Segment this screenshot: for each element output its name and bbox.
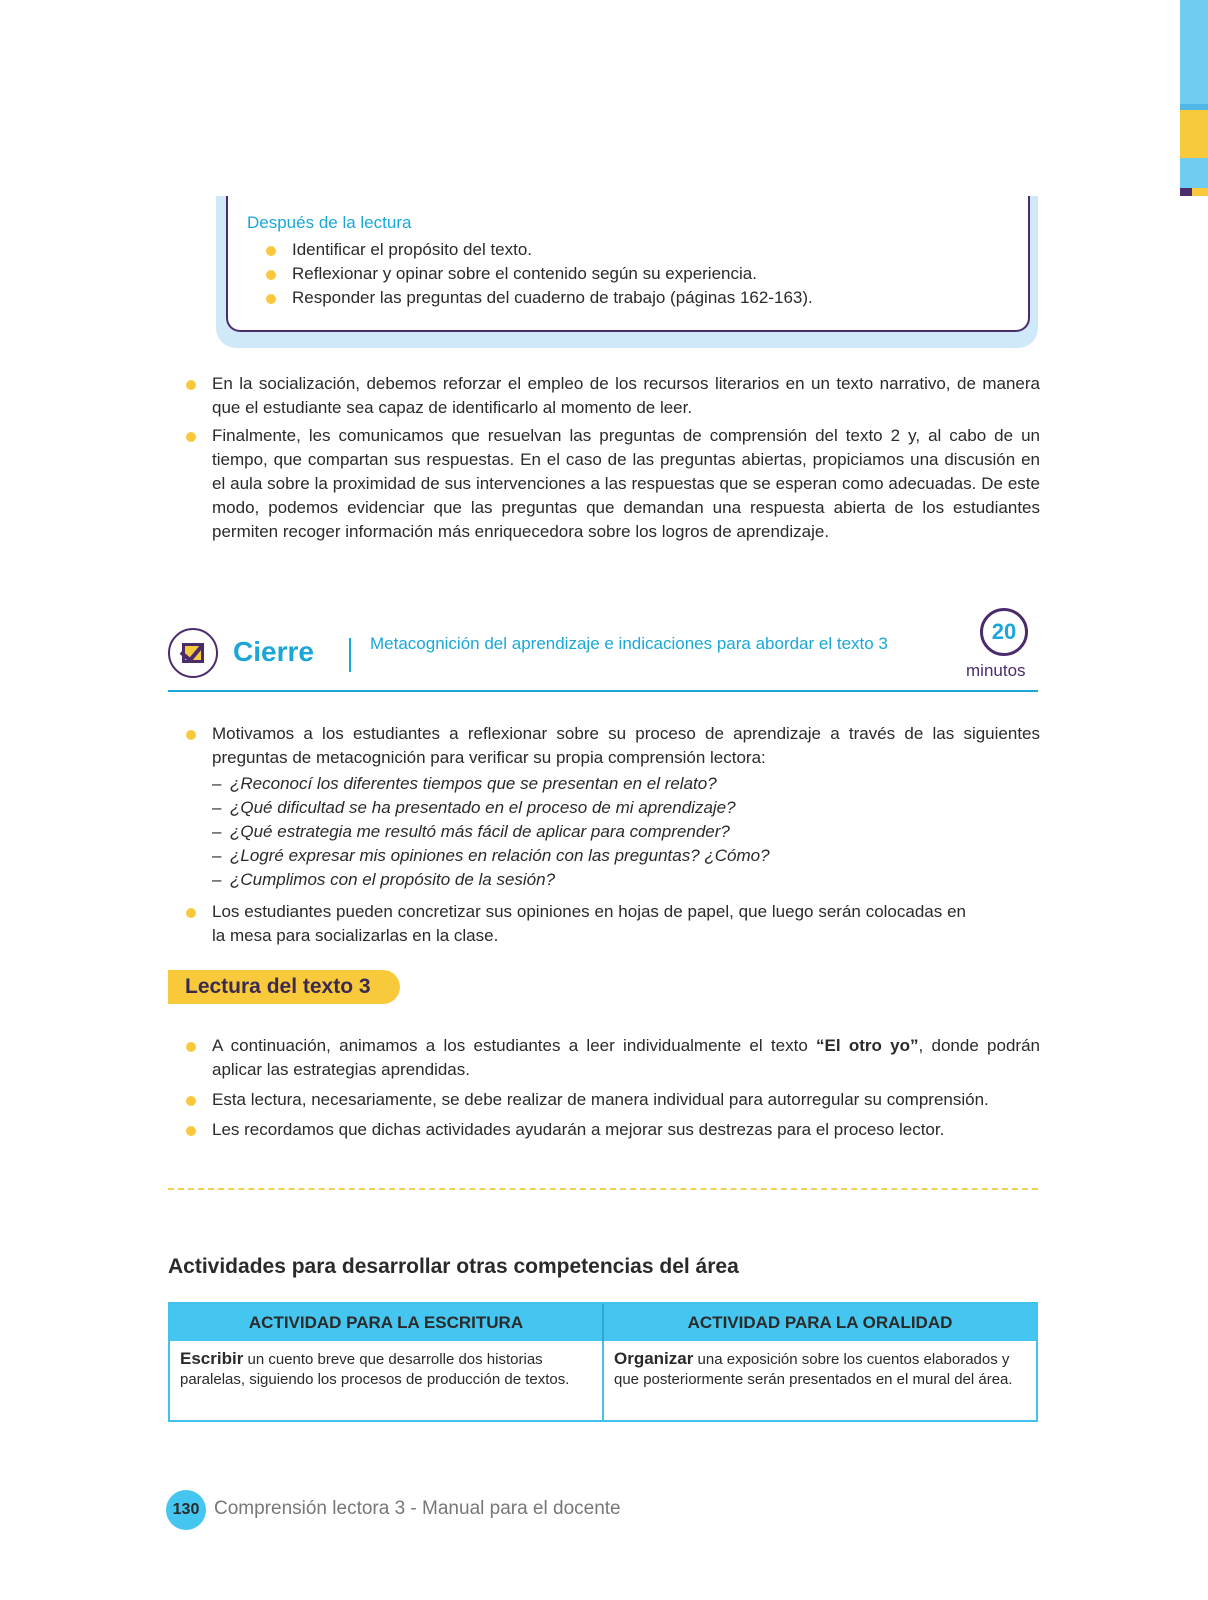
list-item: Esta lectura, necesariamente, se debe realizar de manera individual para autorregular su comprensión.: [186, 1088, 1040, 1112]
list-item: Finalmente, les comunicamos que resuelvan las preguntas de comprensión del texto 2 y, al cabo de un tiempo, que compartan sus respuestas. En el caso de las preguntas abiertas, propiciamos una discusión en el aula sobre la proximidad de sus intervenciones a las respuestas que se esperan como adecuadas. De este modo, podemos evidenciar que las preguntas que demandan una respuesta abierta de los estudiantes permiten recoger información más enriquecedora sobre los logros de aprendizaje.: [186, 424, 1040, 544]
edge-tab-yellow-small: [1192, 188, 1208, 196]
divider: [349, 638, 351, 672]
question-item: – ¿Qué dificultad se ha presentado en el proceso de mi aprendizaje?: [212, 796, 770, 820]
metacognition-questions: [212, 772, 770, 892]
list-item: En la socialización, debemos reforzar el empleo de los recursos literarios en un texto narrativo, de manera que el estudiante sea capaz de identificarlo al momento de leer.: [186, 372, 1040, 420]
text-title-bold: “El otro yo”: [816, 1036, 919, 1055]
question-item: – ¿Qué estrategia me resultó más fácil de aplicar para comprender?: [212, 820, 770, 844]
edge-tab-purple: [1180, 188, 1192, 196]
top-box-list: [266, 238, 813, 310]
lectura-list: [186, 1034, 1040, 1142]
edge-tab-yellow: [1180, 110, 1208, 158]
lectura-tag: [168, 970, 400, 1004]
top-box-title: Después de la lectura: [247, 213, 412, 232]
edge-tab-blue-lower: [1180, 158, 1208, 188]
list-item: Les recordamos que dichas actividades ayudarán a mejorar sus destrezas para el proceso lector.: [186, 1118, 1040, 1142]
question-item: – ¿Logré expresar mis opiniones en relación con las preguntas? ¿Cómo?: [212, 844, 770, 868]
cell-escritura: Escribir un cuento breve que desarrolle dos historias paralelas, siguiendo los procesos de producción de textos.: [180, 1349, 570, 1388]
checkbox-icon: [168, 628, 218, 678]
table-row: [170, 1341, 1036, 1420]
cierre-title: Cierre: [233, 636, 314, 667]
table-header: [170, 1304, 1036, 1341]
dashed-divider: [168, 1188, 1038, 1190]
cell-oralidad: Organizar una exposición sobre los cuentos elaborados y que posteriormente serán presentados en el mural del área.: [602, 1341, 1036, 1420]
socializacion-list: [186, 372, 1040, 544]
timer-unit: minutos: [966, 661, 1026, 680]
question-item: – ¿Reconocí los diferentes tiempos que se presentan en el relato?: [212, 772, 770, 796]
cierre-subtitle: Metacognición del aprendizaje e indicaciones para abordar el texto 3: [370, 634, 888, 653]
list-item: Los estudiantes pueden concretizar sus opiniones en hojas de papel, que luego serán colocadas en la mesa para socializarlas en la clase.: [186, 900, 966, 948]
list-item: A continuación, animamos a los estudiantes a leer individualmente el texto “El otro yo”, donde podrán aplicar las estrategias aprendidas.: [186, 1034, 1040, 1082]
cierre-intro-list: [186, 722, 1040, 770]
header-escritura: ACTIVIDAD PARA LA ESCRITURA: [248, 1313, 524, 1332]
edge-tab-blue: [1180, 0, 1208, 104]
list-item: Responder las preguntas del cuaderno de trabajo (páginas 162-163).: [266, 286, 813, 310]
footer-text: Comprensión lectora 3 - Manual para el docente: [214, 1498, 621, 1519]
question-item: – ¿Cumplimos con el propósito de la sesión?: [212, 868, 770, 892]
header-oralidad: ACTIVIDAD PARA LA ORALIDAD: [602, 1304, 1036, 1341]
cierre-outro-list: [186, 900, 966, 948]
actividades-table: [168, 1302, 1038, 1422]
actividades-title: Actividades para desarrollar otras competencias del área: [168, 1255, 739, 1278]
list-item: Motivamos a los estudiantes a reflexionar sobre su proceso de aprendizaje a través de las siguientes preguntas de metacognición para verificar su propia comprensión lectora:: [186, 722, 1040, 770]
cierre-underline: [168, 690, 1038, 692]
list-item: Identificar el propósito del texto.: [266, 238, 813, 262]
lectura-tag-label: Lectura del texto 3: [185, 975, 371, 998]
list-item: Reflexionar y opinar sobre el contenido según su experiencia.: [266, 262, 813, 286]
page-number: 130: [166, 1490, 206, 1530]
timer-badge: 20: [980, 608, 1028, 656]
